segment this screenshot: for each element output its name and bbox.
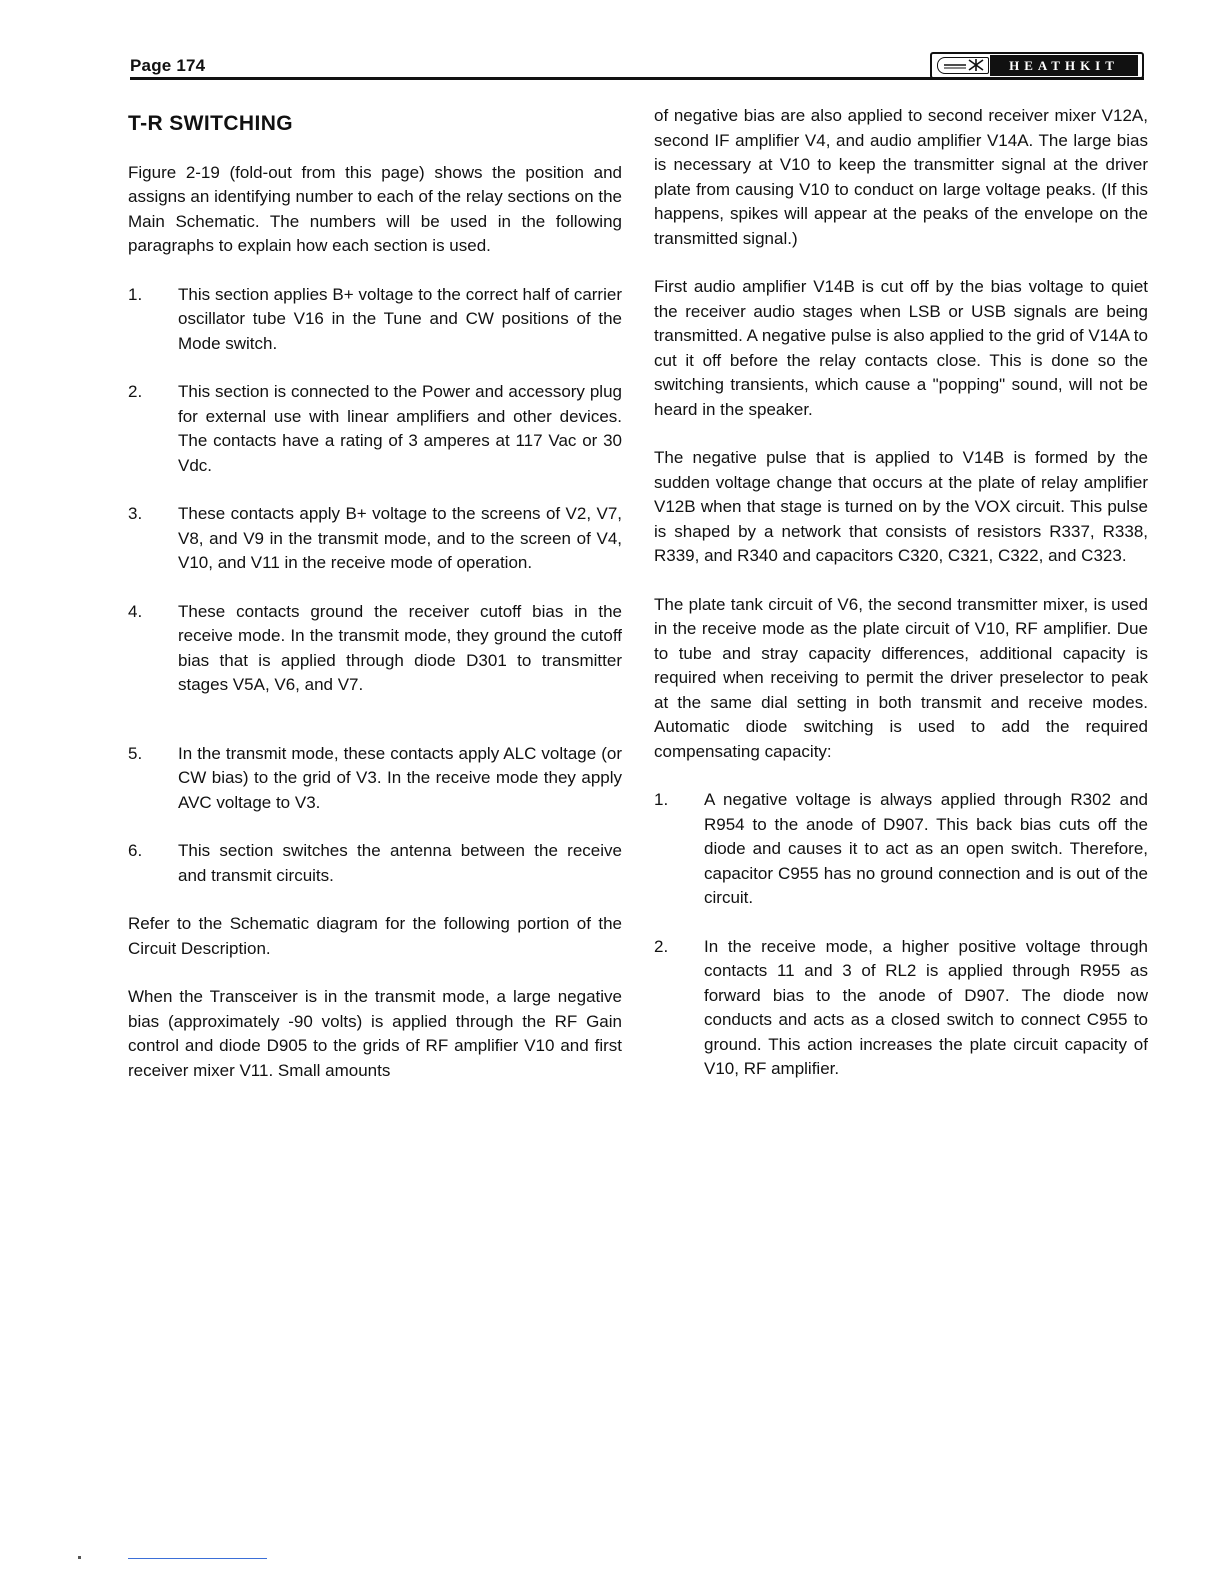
- list-item-text: A negative voltage is always applied through R302 and R954 to the anode of D907. This back bias cuts off the diode and causes it to act as an open switch. Therefore, capacitor C955 has no ground connection and is out of the circuit.: [704, 790, 1148, 907]
- list-item-number: 1.: [128, 284, 143, 304]
- heathkit-logo: [930, 52, 1144, 79]
- list-item-text: In the transmit mode, these contacts apply ALC voltage (or CW bias) to the grid of V3. In the receive mode they apply AVC voltage to V3.: [178, 743, 622, 812]
- list-item-number: 2.: [128, 382, 143, 401]
- scan-dot: [78, 1556, 81, 1559]
- list-item: [128, 502, 622, 576]
- page-number: Page 174: [130, 56, 206, 75]
- list-item-number: 1.: [654, 790, 669, 809]
- list-item-text: In the receive mode, a higher positive voltage through contacts 11 and 3 of RL2 is applied through R955 as forward bias to the anode of D907. The diode now conducts and acts as a closed switch to connect C955 to ground. This action increases the plate circuit capacity of V10, RF amplifier.: [704, 936, 1148, 1078]
- right-column: [654, 104, 1148, 1106]
- list-item: [128, 283, 622, 357]
- intro-paragraph: Figure 2-19 (fold-out from this page) shows the position and assigns an identifying number to each of the relay sections on the Main Schematic. The numbers will be used in the following paragraphs to explain how each section is used.: [128, 162, 622, 255]
- list-item-number: 2.: [654, 936, 669, 956]
- section-heading: T-R SWITCHING: [128, 112, 294, 135]
- list-item-text: These contacts apply B+ voltage to the screens of V2, V7, V8, and V9 in the transmit mode, and to the screen of V4, V10, and V11 in the receive mode of operation.: [178, 504, 622, 572]
- list-item-number: 3.: [128, 504, 143, 523]
- list-item: [128, 600, 622, 698]
- list-item-number: 6.: [128, 841, 143, 860]
- list-item: [128, 742, 622, 816]
- list-item-text: This section switches the antenna between the receive and transmit circuits.: [178, 841, 622, 885]
- list-item-text: This section applies B+ voltage to the correct half of carrier oscillator tube V16 in the Tune and CW positions of the Mode switch.: [178, 284, 622, 353]
- list-item: [128, 839, 622, 888]
- list-item-text: These contacts ground the receiver cutoff bias in the receive mode. In the transmit mode, they ground the cutoff bias that is applied through diode D301 to transmitter stages V5A, V6, and V7.: [178, 601, 622, 694]
- page-header: [130, 52, 1144, 82]
- bias-paragraph: of negative bias are also applied to second receiver mixer V12A, second IF amplifier V4, and audio amplifier V14A. The large bias is necessary at V10 to keep the transmitter signal at the driver plate from causing V10 to conduct on large voltage peaks. (If this happens, spikes will appear at the peaks of the envelope on the transmitted signal.): [654, 106, 1148, 248]
- logo-emblem-icon: [937, 57, 989, 74]
- logo-wordmark: HEATHKIT: [990, 55, 1138, 76]
- refer-paragraph: Refer to the Schematic diagram for the following portion of the Circuit Description.: [128, 914, 622, 958]
- list-item-number: 5.: [128, 743, 143, 763]
- footer-rule: [128, 1558, 267, 1559]
- audio-paragraph: First audio amplifier V14B is cut off by the bias voltage to quiet the receiver audio stages when LSB or USB signals are being transmitted. A negative pulse is also applied to the grid of V14A to cut it off before the relay contacts close. This is done so the switching transients, which cause a "popping" sound, will not be heard in the speaker.: [654, 277, 1148, 419]
- list-item-number: 4.: [128, 601, 143, 621]
- pulse-paragraph: The negative pulse that is applied to V14B is formed by the sudden voltage change that occurs at the plate of relay amplifier V12B when that stage is turned on by the VOX circuit. This pulse is shaped by a network that consists of resistors R337, R338, R339, and R340 and capacitors C320, C321, C322, and C323.: [654, 448, 1148, 565]
- left-column: [128, 104, 622, 1107]
- list-item: [654, 935, 1148, 1082]
- plate-tank-paragraph: The plate tank circuit of V6, the second transmitter mixer, is used in the receive mode as the plate circuit of V10, RF amplifier. Due to tube and stray capacity differences, additional capacity is required when receiving to permit the driver preselector to peak at the same dial setting in both transmit and receive modes. Automatic diode switching is used to add the required compensating capacity:: [654, 594, 1148, 761]
- list-item: [128, 380, 622, 478]
- list-item: [654, 788, 1148, 911]
- list-item-text: This section is connected to the Power and accessory plug for external use with linear amplifiers and other devices. The contacts have a rating of 3 amperes at 117 Vac or 30 Vdc.: [178, 382, 622, 475]
- transmit-paragraph: When the Transceiver is in the transmit mode, a large negative bias (approximately -90 volts) is applied through the RF Gain control and diode D905 to the grids of RF amplifier V10 and first receiver mixer V11. Small amounts: [128, 987, 622, 1080]
